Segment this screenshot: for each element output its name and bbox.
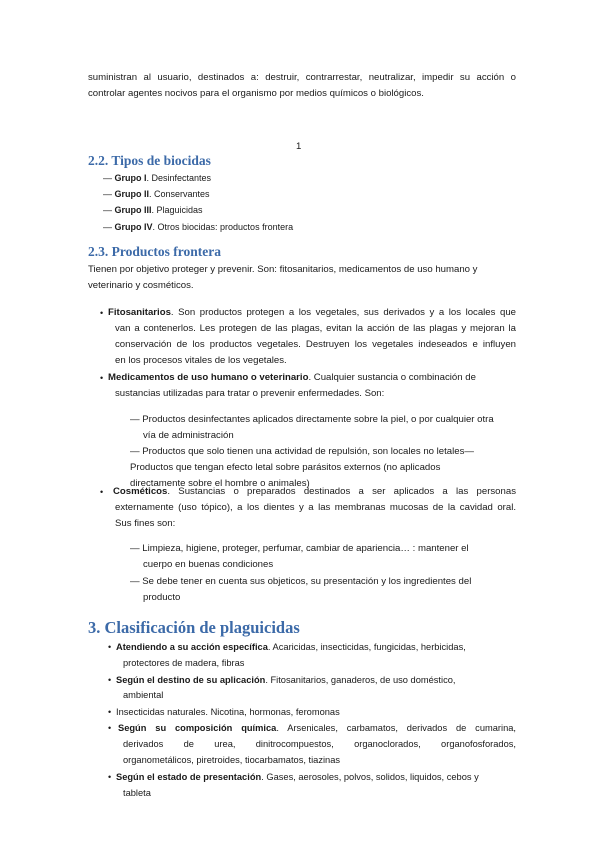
group-item [103,170,211,186]
cosm-dash-1a: — Limpieza, higiene, proteger, perfumar, cambiar de apariencia… : mantener el [130,542,469,554]
s23-intro-line-1: Tienen por objetivo proteger y prevenir. Son: fitosanitarios, medicamentos de uso humano y [88,264,478,275]
section-2-3-title: 2.3. Productos frontera [88,244,221,259]
clasif-item-4-line-3: organometálicos, piretroides, tiocarbamatos, tiazinas [123,755,341,765]
bullet-icon: • [108,675,112,685]
bullet-icon: • [108,642,112,652]
group-desc: . Conservantes [149,189,210,199]
medic-line-2: sustancias utilizadas para tratar o prevenir enfermedades. Son: [115,388,385,399]
clasif-item-5-line-2: tableta [123,788,151,798]
medic-dash-2b: Productos que tengan efecto letal sobre parásitos externos (no aplicados [130,461,441,473]
clasif-item-1-line-1 [116,639,466,655]
bullet-icon: • [100,373,104,383]
section-2-2-title: 2.2. Tipos de biocidas [88,153,211,168]
group-name: Grupo II [114,189,150,199]
medic-dash-2c: directamente sobre el hombre o animales) [130,477,310,489]
clasif-term: Según el estado de presentación [116,772,262,782]
clasif-item-4-line-2: derivados de urea, dinitrocompuestos, organoclorados, organofosforados, [123,739,516,749]
group-item [103,202,203,218]
clasif-text: . Gases, aerosoles, polvos, solidos, liquidos, cebos y [261,772,479,782]
medic-text: . Cualquier sustancia o combinación de [308,372,476,383]
medic-dash-1b: vía de administración [143,429,234,441]
intro-line-1: suministran al usuario, destinados a: destruir, contrarrestar, neutralizar, impedir su acción o [88,72,516,83]
group-name: Grupo I [114,173,147,183]
clasif-item-5-line-1 [116,769,479,785]
page-number: 1 [296,141,302,152]
group-name: Grupo IV [114,222,153,232]
medic-line-1 [108,370,476,386]
dash: — [103,189,112,199]
clasif-term: Según el destino de su aplicación [116,675,266,685]
cosm-dash-1b: cuerpo en buenas condiciones [143,558,274,570]
bullet-icon: • [100,308,104,318]
section-3-title: 3. Clasificación de plaguicidas [88,618,300,637]
fito-line-2: van a contenerlos. Les protegen de las plagas, evitan la acción de las plagas y mejoran la [115,323,516,334]
group-name: Grupo III [114,205,152,215]
clasif-term: Atendiendo a su acción específica [116,642,268,652]
medic-term: Medicamentos de uso humano o veterinario [108,372,309,383]
clasif-text: . Acaricidas, insecticidas, fungicidas, herbicidas, [267,642,466,652]
clasif-item-3-line-1: Insecticidas naturales. Nicotina, hormonas, feromonas [116,707,340,717]
group-desc: . Otros biocidas: productos frontera [152,222,294,232]
cosm-dash-2b: producto [143,591,181,603]
fito-term: Fitosanitarios [108,307,171,318]
clasif-item-2-line-2: ambiental [123,690,164,700]
clasif-term: Según su composición química [118,723,277,733]
cosm-term: Cosméticos [113,486,168,497]
bullet-icon: • [100,487,104,497]
clasif-item-2-line-1 [116,672,456,688]
clasif-item-1-line-2: protectores de madera, fibras [123,658,245,668]
group-desc: . Plaguicidas [151,205,203,215]
fito-line-1 [108,305,516,321]
intro-line-2: controlar agentes nocivos para el organismo por medios químicos o biológicos. [88,88,424,99]
cosm-text: . Sustancias o preparados destinados a ser aplicados a las personas [167,486,516,497]
cosm-line-1 [113,484,516,500]
clasif-text: . Fitosanitarios, ganaderos, de uso doméstico, [265,675,456,685]
bullet-icon: • [108,772,112,782]
bullet-icon: • [108,707,112,717]
clasif-text: . Arsenicales, carbamatos, derivados de cumarina, [276,723,516,733]
s23-intro-line-2: veterinario y cosméticos. [88,280,194,291]
fito-text: . Son productos protegen a los vegetales, sus derivados y a los locales que [170,307,516,318]
fito-line-3: conservación de los productos vegetales. Destruyen los vegetales indeseados e influyen [115,339,516,350]
dash: — [103,173,112,183]
cosm-line-2: externamente (uso tópico), a los dientes y a las membranas mucosas de la cavidad oral. [115,502,516,513]
dash: — [103,205,112,215]
group-desc: . Desinfectantes [146,173,212,183]
cosm-line-3: Sus fines son: [115,518,176,529]
group-item [103,219,293,235]
group-item [103,186,210,202]
cosm-dash-2a: — Se debe tener en cuenta sus objeticos, su presentación y los ingredientes del [130,575,472,587]
fito-line-4: en los procesos vitales de los vegetales. [115,355,287,366]
medic-dash-1a: — Productos desinfectantes aplicados directamente sobre la piel, o por cualquier otra [130,413,494,425]
medic-dash-2a: — Productos que solo tienen una actividad de repulsión, son locales no letales— [130,445,474,457]
dash: — [103,222,112,232]
clasif-item-4-line-1 [118,720,516,736]
bullet-icon: • [108,723,112,733]
